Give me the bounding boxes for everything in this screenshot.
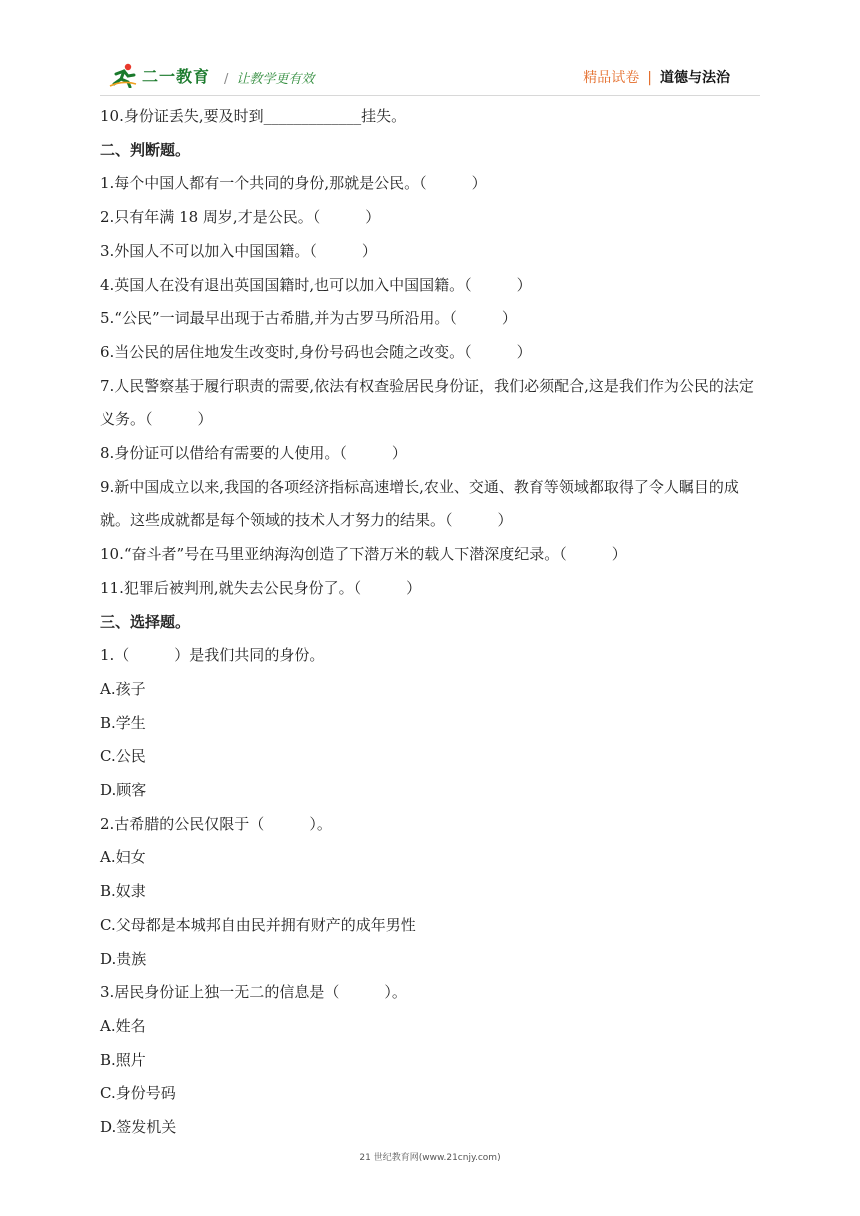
choice-option: C.身份号码 [100, 1084, 176, 1103]
judgement-question: 6.当公民的居住地发生改变时,身份号码也会随之改变。（ ） [100, 342, 532, 361]
choice-option: A.孩子 [100, 679, 146, 698]
choice-option: D.贵族 [100, 949, 147, 968]
choice-option: C.公民 [100, 747, 146, 766]
category-label: 精品试卷 [583, 70, 640, 86]
slogan [224, 68, 314, 87]
subject-label: 道德与法治 [660, 70, 730, 86]
runner-icon [108, 62, 138, 88]
header-subject [583, 67, 730, 87]
judgement-question: 11.犯罪后被判刑,就失去公民身份了。（ ） [100, 578, 422, 597]
brand-logo [108, 60, 210, 90]
header-separator: | [647, 70, 652, 86]
page-footer: 21 世纪教育网(www.21cnjy.com) [359, 1153, 501, 1163]
choice-option: D.顾客 [100, 781, 147, 800]
choice-question: 2.古希腊的公民仅限于（ ）。 [100, 814, 332, 833]
fill-question-10: 10.身份证丢失,要及时到_____________挂失。 [100, 107, 407, 125]
slogan-slash: / [224, 72, 229, 87]
choice-option: B.照片 [100, 1050, 146, 1069]
document-body [100, 100, 760, 1145]
judgement-question: 10.“奋斗者”号在马里亚纳海沟创造了下潜万米的载人下潜深度纪录。（ ） [100, 545, 627, 564]
choice-question: 3.居民身份证上独一无二的信息是（ ）。 [100, 983, 407, 1002]
judgement-question: 1.每个中国人都有一个共同的身份,那就是公民。（ ） [100, 174, 487, 193]
judgement-question: 3.外国人不可以加入中国国籍。（ ） [100, 241, 377, 260]
choice-option: A.妇女 [100, 848, 146, 867]
logo-text: 二一教育 [142, 66, 211, 86]
judgement-question: 4.英国人在没有退出英国国籍时,也可以加入中国国籍。（ ） [100, 275, 532, 294]
section-heading-choice: 三、选择题。 [100, 612, 191, 631]
choice-option: D.签发机关 [100, 1118, 177, 1137]
header-divider [100, 95, 760, 96]
choice-option: B.奴隶 [100, 882, 146, 901]
choice-option: B.学生 [100, 713, 146, 732]
choice-option: A.姓名 [100, 1016, 146, 1035]
choice-question: 1.（ ）是我们共同的身份。 [100, 646, 325, 665]
judgement-question: 2.只有年满 18 周岁,才是公民。（ ） [100, 208, 381, 227]
slogan-text: 让教学更有效 [236, 72, 315, 87]
judgement-question: 5.“公民”一词最早出现于古希腊,并为古罗马所沿用。（ ） [100, 309, 517, 328]
page-header [100, 58, 760, 92]
section-heading-judgement: 二、判断题。 [100, 140, 191, 159]
choice-option: C.父母都是本城邦自由民并拥有财产的成年男性 [100, 915, 416, 934]
judgement-question: 7.人民警察基于履行职责的需要,依法有权查验居民身份证，我们必须配合,这是我们作为公民的法定义务。（ ） [100, 376, 754, 429]
judgement-question: 8.身份证可以借给有需要的人使用。（ ） [100, 444, 407, 463]
judgement-question: 9.新中国成立以来,我国的各项经济指标高速增长,农业、交通、教育等领域都取得了令人瞩目的成就。这些成就都是每个领域的技术人才努力的结果。（ ） [100, 477, 739, 530]
